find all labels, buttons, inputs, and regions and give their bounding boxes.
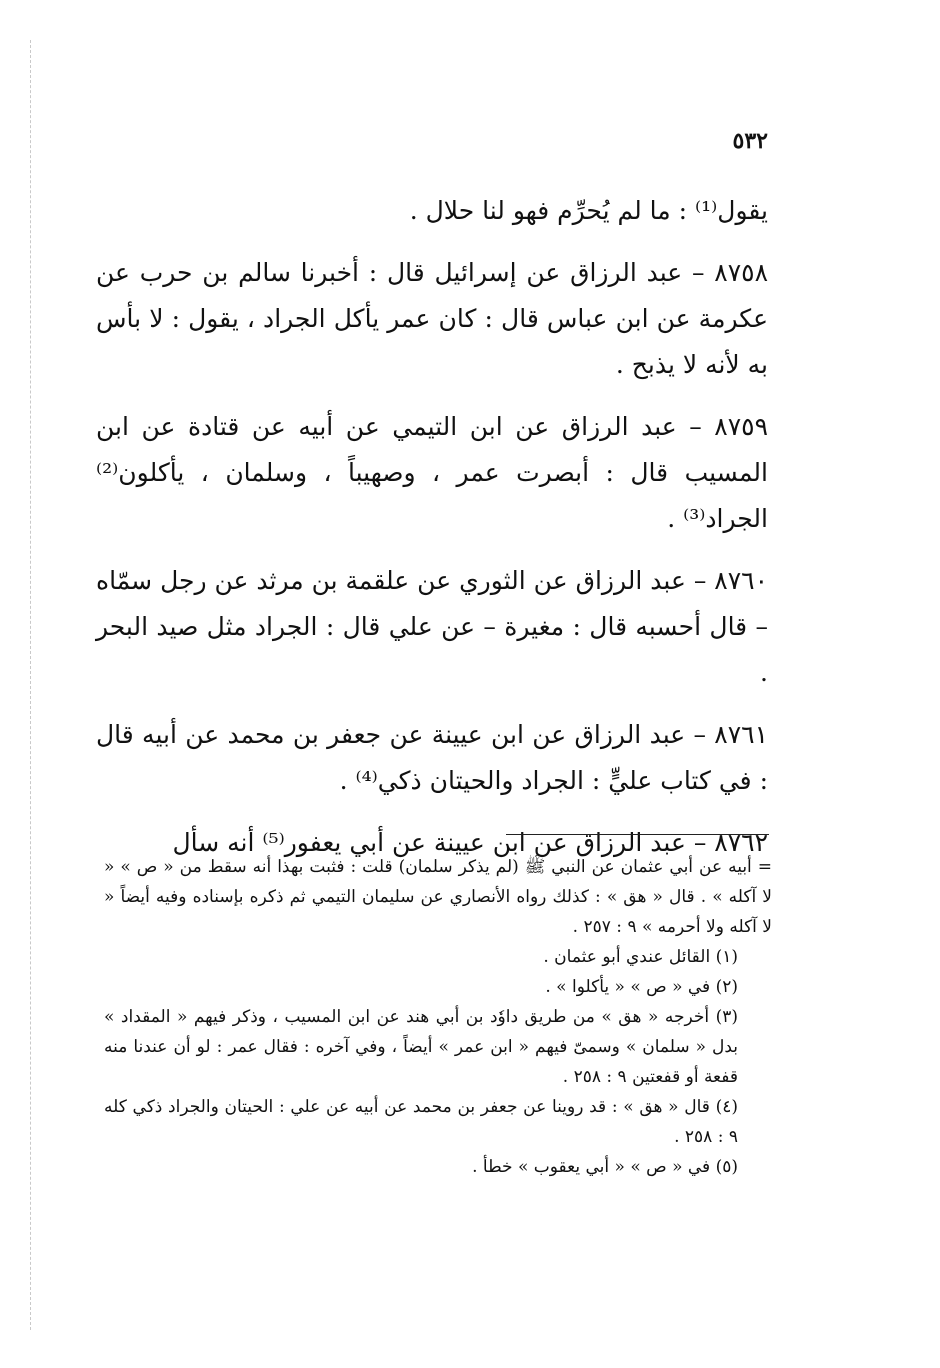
hadith-8760: ٨٧٦٠ – عبد الرزاق عن الثوري عن علقمة بن مرثد عن رجل سمّاه – قال أحسبه قال : مغيرة – عن علي قال : الجراد مثل صيد البحر .: [96, 566, 768, 687]
hadith-8759: ٨٧٥٩ – عبد الرزاق عن ابن التيمي عن أبيه عن قتادة عن ابن المسيب قال : أبصرت عمر ، وصهيباً ، وسلمان ، يأكلون⁽²⁾ الجراد⁽³⁾ .: [96, 412, 768, 533]
footnote-4: (٤) قال « هق » : قد روينا عن جعفر بن محمد عن أبيه عن علي : الحيتان والجراد ذكي كله ٩ : ٢٥٨ .: [104, 1097, 738, 1147]
footnotes: [104, 852, 772, 1182]
footnote-5: (٥) في « ص » « أبي يعقوب » خطأ .: [472, 1157, 738, 1177]
footnote-continuation: = أبيه عن أبي عثمان عن النبي ﷺ (لم يذكر سلمان) قلت : فثبت بهذا أنه سقط من « ص » « لا آكله » . قال « هق » : كذلك رواه الأنصاري عن سليمان التيمي ثم ذكره بإسناده وفيه أيضاً « لا آكله ولا أحرمه » ٩ : ٢٥٧ .: [104, 857, 772, 937]
footnote-2: (٢) في « ص » « يأكلوا » .: [545, 977, 738, 997]
footnote-1: (١) القائل عندي أبو عثمان .: [543, 947, 738, 967]
main-text: [96, 188, 768, 882]
hadith-8758: ٨٧٥٨ – عبد الرزاق عن إسرائيل قال : أخبرنا سالم بن حرب عن عكرمة عن ابن عباس قال : كان عمر يأكل الجراد ، يقول : لا بأس به لأنه لا يذبح .: [96, 258, 768, 379]
footnote-3: (٣) أخرجه « هق » من طريق داوٗد بن أبي هند عن ابن المسيب ، وذكر فيهم « المقداد » بدل « سلمان » وسمىّ فيهم « ابن عمر » أيضاً ، وفي آخره : فقال عمر : لو أن عندنا منه قفعة أو قفعتين ٩ : ٢٥٨ .: [104, 1007, 738, 1087]
footnote-separator: [506, 834, 769, 835]
hadith-8762: ٨٧٦٢ – عبد الرزاق عن ابن عيينة عن أبي يعفور⁽⁵⁾ أنه سأل: [172, 828, 768, 857]
scan-edge-line: [30, 40, 31, 1330]
page-number: ٥٣٢: [732, 128, 768, 154]
hadith-8761: ٨٧٦١ – عبد الرزاق عن ابن عيينة عن جعفر بن محمد عن أبيه قال : في كتاب عليٍّ : الجراد والحيتان ذكي⁽⁴⁾ .: [96, 720, 768, 795]
paragraph-continuation: يقول⁽¹⁾ : ما لم يُحرِّم فهو لنا حلال .: [409, 196, 768, 225]
